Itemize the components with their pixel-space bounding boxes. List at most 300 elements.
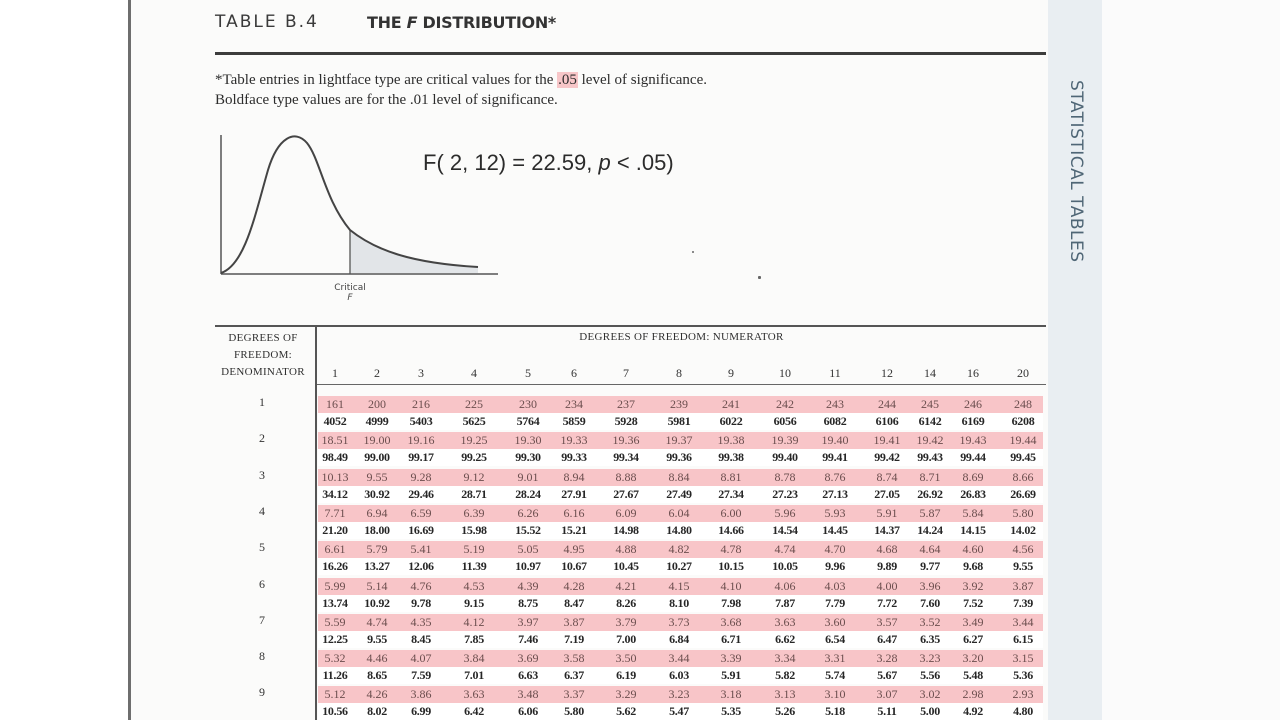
cell-critical-05: 3.63 <box>774 614 796 629</box>
cell-critical-05: 4.39 <box>517 578 539 593</box>
column-header: 8 <box>676 366 682 380</box>
cell-critical-01: 6.71 <box>721 631 741 646</box>
column-header: 5 <box>525 366 531 380</box>
cell-critical-05: 2.98 <box>962 687 984 702</box>
cell-critical-01: 10.97 <box>515 559 541 574</box>
cell-critical-01: 99.43 <box>917 450 943 465</box>
cell-critical-05: 230 <box>519 397 537 411</box>
cell-critical-01: 6.47 <box>877 631 897 646</box>
cell-critical-05: 19.41 <box>873 433 901 448</box>
cell-critical-01: 18.00 <box>364 522 390 537</box>
cell-critical-05: 3.63 <box>463 687 485 702</box>
cell-critical-05: 246 <box>964 397 982 411</box>
cell-critical-01: 7.39 <box>1013 595 1033 610</box>
cell-critical-05: 3.79 <box>615 614 637 629</box>
scan-speck <box>692 251 694 253</box>
cell-critical-01: 7.19 <box>564 631 584 646</box>
cell-critical-05: 4.95 <box>563 542 585 557</box>
cell-critical-05: 5.96 <box>774 505 796 520</box>
cell-critical-01: 6.37 <box>564 668 584 683</box>
cell-critical-01: 10.05 <box>772 559 798 574</box>
cell-critical-01: 6.27 <box>963 631 983 646</box>
column-header: 12 <box>881 366 893 380</box>
cell-critical-01: 10.15 <box>718 559 744 574</box>
cell-critical-01: 5764 <box>516 414 540 428</box>
cell-critical-05: 5.84 <box>962 505 984 520</box>
cell-critical-01: 99.38 <box>718 450 744 465</box>
cell-critical-01: 6.03 <box>669 668 689 683</box>
row-label-df: 8 <box>259 649 265 664</box>
table-title <box>367 13 556 32</box>
cell-critical-01: 9.15 <box>464 595 484 610</box>
cell-critical-01: 5.67 <box>877 668 897 683</box>
cell-critical-01: 5.26 <box>775 704 795 719</box>
cell-critical-01: 27.49 <box>666 486 692 501</box>
cell-critical-05: 9.12 <box>463 469 485 484</box>
cell-critical-05: 4.74 <box>774 542 796 557</box>
cell-critical-01: 27.23 <box>772 486 798 501</box>
cell-critical-01: 14.45 <box>822 522 848 537</box>
left-margin <box>0 0 128 720</box>
cell-critical-01: 6.42 <box>464 704 484 719</box>
cell-critical-01: 7.72 <box>877 595 897 610</box>
cell-critical-05: 19.00 <box>363 433 391 448</box>
cell-critical-05: 4.60 <box>962 542 984 557</box>
cell-critical-01: 6.35 <box>920 631 940 646</box>
row-label-df: 7 <box>259 612 265 627</box>
cell-critical-01: 14.37 <box>874 522 900 537</box>
cell-critical-01: 7.00 <box>616 631 636 646</box>
cell-critical-05: 8.84 <box>668 469 690 484</box>
cell-critical-05: 6.94 <box>366 505 388 520</box>
cell-critical-01: 7.46 <box>518 631 538 646</box>
cell-critical-01: 9.89 <box>877 559 897 574</box>
cell-critical-05: 5.41 <box>410 542 432 557</box>
cell-critical-01: 99.36 <box>666 450 692 465</box>
cell-critical-05: 4.68 <box>876 542 898 557</box>
title-suffix: DISTRIBUTION* <box>417 13 556 32</box>
cell-critical-01: 5.11 <box>877 704 897 719</box>
cell-critical-01: 99.33 <box>561 450 587 465</box>
cell-critical-05: 3.97 <box>517 614 539 629</box>
cell-critical-01: 6.54 <box>825 631 845 646</box>
cell-critical-05: 5.32 <box>324 651 346 666</box>
cell-critical-05: 19.44 <box>1009 433 1037 448</box>
cell-critical-05: 4.21 <box>615 578 637 593</box>
cell-critical-01: 7.98 <box>721 595 741 610</box>
row-label-df: 2 <box>259 431 265 446</box>
column-header: 1 <box>332 366 338 380</box>
column-header: 16 <box>967 366 979 380</box>
cell-critical-05: 6.61 <box>324 542 346 557</box>
column-header: 9 <box>728 366 734 380</box>
cell-critical-05: 245 <box>921 397 939 411</box>
cell-critical-01: 5.18 <box>825 704 845 719</box>
cell-critical-05: 4.12 <box>463 614 485 629</box>
column-header: 2 <box>374 366 380 380</box>
cell-critical-05: 243 <box>826 397 844 411</box>
cell-critical-01: 5.47 <box>669 704 689 719</box>
cell-critical-05: 5.12 <box>324 687 346 702</box>
cell-critical-01: 27.91 <box>561 486 587 501</box>
cell-critical-05: 242 <box>776 397 794 411</box>
cell-critical-01: 10.67 <box>561 559 587 574</box>
cell-critical-01: 6208 <box>1011 414 1035 428</box>
cell-critical-05: 3.87 <box>1012 578 1034 593</box>
cell-critical-01: 7.87 <box>775 595 795 610</box>
cell-critical-05: 4.15 <box>668 578 690 593</box>
right-margin <box>1102 0 1280 720</box>
cell-critical-01: 9.96 <box>825 559 845 574</box>
cell-critical-01: 7.60 <box>920 595 940 610</box>
cell-critical-05: 244 <box>878 397 896 411</box>
cell-critical-05: 8.81 <box>720 469 742 484</box>
cell-critical-05: 6.00 <box>720 505 742 520</box>
row-label-df: 3 <box>259 467 265 482</box>
cell-critical-05: 3.28 <box>876 651 898 666</box>
cell-critical-01: 9.55 <box>367 631 387 646</box>
cell-critical-01: 10.27 <box>666 559 692 574</box>
cell-critical-01: 21.20 <box>322 522 348 537</box>
cell-critical-01: 5928 <box>614 414 638 428</box>
cell-critical-05: 9.01 <box>517 469 539 484</box>
cell-critical-01: 5625 <box>462 414 486 428</box>
cell-critical-01: 4.80 <box>1013 704 1033 719</box>
cell-critical-05: 3.69 <box>517 651 539 666</box>
cell-critical-05: 6.04 <box>668 505 690 520</box>
row-label-df: 6 <box>259 576 265 591</box>
cell-critical-01: 14.98 <box>613 522 639 537</box>
cell-critical-05: 3.10 <box>824 687 846 702</box>
cell-critical-01: 6142 <box>918 414 942 428</box>
cell-critical-01: 10.92 <box>364 595 390 610</box>
cell-critical-05: 8.94 <box>563 469 585 484</box>
note-line-1: *Table entries in lightface type are critical values for the .05 level of significance. <box>215 72 708 88</box>
cell-critical-01: 13.27 <box>364 559 390 574</box>
cell-critical-01: 98.49 <box>322 450 348 465</box>
column-header: 20 <box>1017 366 1029 380</box>
cell-critical-01: 28.71 <box>461 486 487 501</box>
column-header: 3 <box>418 366 424 380</box>
cell-critical-01: 27.67 <box>613 486 639 501</box>
cell-critical-05: 4.78 <box>720 542 742 557</box>
cell-critical-01: 6022 <box>719 414 743 428</box>
cell-critical-01: 9.55 <box>1013 559 1033 574</box>
scan-speck <box>758 276 761 279</box>
side-tab-label: STATISTICAL TABLES <box>1066 80 1086 263</box>
cell-critical-01: 99.44 <box>960 450 986 465</box>
cell-critical-01: 6.63 <box>518 668 538 683</box>
cell-critical-01: 11.26 <box>322 668 348 683</box>
cell-critical-01: 99.17 <box>408 450 434 465</box>
cell-critical-05: 3.29 <box>615 687 637 702</box>
cell-critical-05: 6.26 <box>517 505 539 520</box>
cell-critical-05: 8.78 <box>774 469 796 484</box>
cell-critical-05: 8.88 <box>615 469 637 484</box>
cell-critical-05: 5.19 <box>463 542 485 557</box>
cell-critical-01: 5.48 <box>963 668 983 683</box>
cell-critical-05: 3.84 <box>463 651 485 666</box>
table-top-rule <box>215 325 1046 327</box>
cell-critical-05: 19.42 <box>916 433 944 448</box>
cell-critical-05: 241 <box>722 397 740 411</box>
table-header-rule <box>317 384 1046 385</box>
cell-critical-05: 3.13 <box>774 687 796 702</box>
cell-critical-05: 19.25 <box>460 433 488 448</box>
cell-critical-05: 4.53 <box>463 578 485 593</box>
title-italic: F <box>406 13 418 32</box>
cell-critical-01: 99.45 <box>1010 450 1036 465</box>
cell-critical-01: 5981 <box>667 414 691 428</box>
cell-critical-05: 3.57 <box>876 614 898 629</box>
cell-critical-01: 5.80 <box>564 704 584 719</box>
cell-critical-05: 4.10 <box>720 578 742 593</box>
cell-critical-05: 19.33 <box>560 433 588 448</box>
cell-critical-01: 15.21 <box>561 522 587 537</box>
cell-critical-01: 14.80 <box>666 522 692 537</box>
denominator-header: DEGREES OF FREEDOM: DENOMINATOR <box>221 332 305 378</box>
cell-critical-05: 3.50 <box>615 651 637 666</box>
cell-critical-01: 14.15 <box>960 522 986 537</box>
cell-critical-01: 15.52 <box>515 522 541 537</box>
cell-critical-05: 3.07 <box>876 687 898 702</box>
cell-critical-01: 5.36 <box>1013 668 1033 683</box>
cell-critical-01: 26.83 <box>960 486 986 501</box>
cell-critical-05: 248 <box>1014 397 1032 411</box>
cell-critical-05: 4.26 <box>366 687 388 702</box>
cell-critical-05: 5.93 <box>824 505 846 520</box>
cell-critical-01: 4052 <box>323 414 347 428</box>
cell-critical-01: 99.40 <box>772 450 798 465</box>
cell-critical-05: 5.91 <box>876 505 898 520</box>
cell-critical-05: 19.16 <box>407 433 435 448</box>
cell-critical-01: 7.59 <box>411 668 431 683</box>
cell-critical-05: 3.48 <box>517 687 539 702</box>
cell-critical-01: 27.13 <box>822 486 848 501</box>
cell-critical-05: 9.55 <box>366 469 388 484</box>
row-label-df: 4 <box>259 503 265 518</box>
cell-critical-01: 29.46 <box>408 486 434 501</box>
highlight-05: .05 <box>558 72 577 88</box>
cell-critical-05: 3.34 <box>774 651 796 666</box>
cell-critical-05: 3.31 <box>824 651 846 666</box>
cell-critical-05: 4.35 <box>410 614 432 629</box>
cell-critical-05: 4.28 <box>563 578 585 593</box>
cell-critical-05: 3.87 <box>563 614 585 629</box>
cell-critical-05: 3.96 <box>919 578 941 593</box>
cell-critical-05: 8.74 <box>876 469 898 484</box>
cell-critical-01: 8.02 <box>367 704 387 719</box>
cell-critical-05: 8.71 <box>919 469 941 484</box>
column-header: 6 <box>571 366 577 380</box>
cell-critical-01: 26.92 <box>917 486 943 501</box>
cell-critical-01: 14.54 <box>772 522 798 537</box>
cell-critical-01: 6169 <box>961 414 985 428</box>
cell-critical-05: 4.74 <box>366 614 388 629</box>
cell-critical-05: 3.39 <box>720 651 742 666</box>
cell-critical-05: 4.46 <box>366 651 388 666</box>
note-line-2: Boldface type values are for the .01 level of significance. <box>215 92 558 108</box>
cell-critical-05: 3.23 <box>668 687 690 702</box>
cell-critical-01: 8.65 <box>367 668 387 683</box>
cell-critical-01: 6.99 <box>411 704 431 719</box>
cell-critical-01: 8.45 <box>411 631 431 646</box>
cell-critical-05: 19.43 <box>959 433 987 448</box>
column-header: 10 <box>779 366 791 380</box>
cell-critical-01: 10.45 <box>613 559 639 574</box>
cell-critical-01: 28.24 <box>515 486 541 501</box>
cell-critical-05: 216 <box>412 397 430 411</box>
cell-critical-05: 4.82 <box>668 542 690 557</box>
cell-critical-05: 3.23 <box>919 651 941 666</box>
cell-critical-05: 19.39 <box>771 433 799 448</box>
cell-critical-05: 18.51 <box>321 433 349 448</box>
cell-critical-01: 5.00 <box>920 704 940 719</box>
cell-critical-05: 3.44 <box>1012 614 1034 629</box>
cell-critical-01: 9.68 <box>963 559 983 574</box>
cell-critical-01: 30.92 <box>364 486 390 501</box>
cell-critical-01: 5.82 <box>775 668 795 683</box>
cell-critical-01: 5403 <box>409 414 433 428</box>
cell-critical-01: 6.06 <box>518 704 538 719</box>
cell-critical-05: 3.58 <box>563 651 585 666</box>
cell-critical-01: 14.66 <box>718 522 744 537</box>
cell-critical-01: 9.77 <box>920 559 940 574</box>
cell-critical-05: 8.69 <box>962 469 984 484</box>
cell-critical-01: 5.35 <box>721 704 741 719</box>
critical-f-label: Critical F <box>334 283 366 303</box>
cell-critical-01: 5.91 <box>721 668 741 683</box>
cell-critical-05: 6.39 <box>463 505 485 520</box>
f-statistic-formula: F( 2, 12) = 22.59, p < .05) <box>423 150 674 175</box>
cell-critical-01: 5.74 <box>825 668 845 683</box>
cell-critical-05: 19.38 <box>717 433 745 448</box>
cell-critical-01: 6106 <box>875 414 899 428</box>
cell-critical-05: 8.66 <box>1012 469 1034 484</box>
cell-critical-01: 8.10 <box>669 595 689 610</box>
cell-critical-01: 16.69 <box>408 522 434 537</box>
cell-critical-05: 3.49 <box>962 614 984 629</box>
cell-critical-05: 3.18 <box>720 687 742 702</box>
cell-critical-05: 5.99 <box>324 578 346 593</box>
row-label-df: 5 <box>259 540 265 555</box>
cell-critical-01: 27.34 <box>718 486 744 501</box>
column-header: 4 <box>471 366 477 380</box>
cell-critical-05: 3.86 <box>410 687 432 702</box>
cell-critical-01: 13.74 <box>322 595 348 610</box>
cell-critical-05: 237 <box>617 397 635 411</box>
cell-critical-05: 161 <box>326 397 344 411</box>
cell-critical-05: 239 <box>670 397 688 411</box>
cell-critical-05: 3.73 <box>668 614 690 629</box>
cell-critical-01: 27.05 <box>874 486 900 501</box>
cell-critical-01: 7.01 <box>464 668 484 683</box>
column-header: 14 <box>924 366 936 380</box>
cell-critical-05: 3.68 <box>720 614 742 629</box>
cell-critical-01: 7.52 <box>963 595 983 610</box>
cell-critical-01: 99.41 <box>822 450 848 465</box>
cell-critical-01: 7.79 <box>825 595 845 610</box>
numerator-header: DEGREES OF FREEDOM: NUMERATOR <box>579 331 784 343</box>
cell-critical-05: 4.00 <box>876 578 898 593</box>
cell-critical-05: 5.79 <box>366 542 388 557</box>
cell-critical-01: 15.98 <box>461 522 487 537</box>
cell-critical-01: 99.34 <box>613 450 639 465</box>
row-label-df: 1 <box>259 395 265 409</box>
cell-critical-05: 5.80 <box>1012 505 1034 520</box>
cell-critical-01: 8.47 <box>564 595 584 610</box>
cell-critical-01: 34.12 <box>322 486 348 501</box>
title-prefix: THE <box>367 13 407 32</box>
cell-critical-01: 14.24 <box>917 522 943 537</box>
cell-critical-05: 5.59 <box>324 614 346 629</box>
cell-critical-05: 6.16 <box>563 505 585 520</box>
cell-critical-05: 9.28 <box>410 469 432 484</box>
cell-critical-01: 6.84 <box>669 631 689 646</box>
cell-critical-01: 11.39 <box>461 559 487 574</box>
cell-critical-01: 99.25 <box>461 450 487 465</box>
cell-critical-05: 6.59 <box>410 505 432 520</box>
cell-critical-05: 7.71 <box>324 505 346 520</box>
cell-critical-01: 5859 <box>562 414 586 428</box>
cell-critical-01: 8.75 <box>518 595 538 610</box>
cell-critical-05: 3.60 <box>824 614 846 629</box>
table-id: TABLE B.4 <box>215 12 319 32</box>
row-label-df: 9 <box>259 685 265 700</box>
cell-critical-05: 225 <box>465 397 483 411</box>
cell-critical-01: 26.69 <box>1010 486 1036 501</box>
cell-critical-05: 19.40 <box>821 433 849 448</box>
cell-critical-05: 4.07 <box>410 651 432 666</box>
title-rule <box>215 52 1046 55</box>
cell-critical-05: 4.88 <box>615 542 637 557</box>
cell-critical-01: 5.56 <box>920 668 940 683</box>
cell-critical-01: 4.92 <box>963 704 983 719</box>
cell-critical-05: 200 <box>368 397 386 411</box>
cell-critical-05: 6.09 <box>615 505 637 520</box>
significance-note <box>215 70 707 110</box>
cell-critical-05: 10.13 <box>321 469 349 484</box>
cell-critical-05: 5.14 <box>366 578 388 593</box>
cell-critical-05: 3.02 <box>919 687 941 702</box>
cell-critical-01: 6.15 <box>1013 631 1033 646</box>
cell-critical-01: 99.30 <box>515 450 541 465</box>
cell-critical-01: 6082 <box>823 414 847 428</box>
cell-critical-05: 2.93 <box>1012 687 1034 702</box>
cell-critical-05: 3.20 <box>962 651 984 666</box>
cell-critical-01: 6.62 <box>775 631 795 646</box>
cell-critical-05: 3.37 <box>563 687 585 702</box>
cell-critical-05: 5.87 <box>919 505 941 520</box>
cell-critical-05: 8.76 <box>824 469 846 484</box>
cell-critical-01: 10.56 <box>322 704 348 719</box>
cell-critical-01: 4999 <box>365 414 389 428</box>
cell-critical-05: 3.92 <box>962 578 984 593</box>
cell-critical-05: 3.52 <box>919 614 941 629</box>
cell-critical-01: 12.25 <box>322 631 348 646</box>
cell-critical-05: 4.64 <box>919 542 941 557</box>
cell-critical-05: 19.36 <box>612 433 640 448</box>
cell-critical-01: 12.06 <box>408 559 434 574</box>
cell-critical-01: 6056 <box>773 414 797 428</box>
cell-critical-05: 4.06 <box>774 578 796 593</box>
cell-critical-05: 19.37 <box>665 433 693 448</box>
cell-critical-05: 3.15 <box>1012 651 1034 666</box>
cell-critical-05: 234 <box>565 397 583 411</box>
cell-critical-05: 4.76 <box>410 578 432 593</box>
cell-critical-01: 99.42 <box>874 450 900 465</box>
cell-critical-01: 7.85 <box>464 631 484 646</box>
